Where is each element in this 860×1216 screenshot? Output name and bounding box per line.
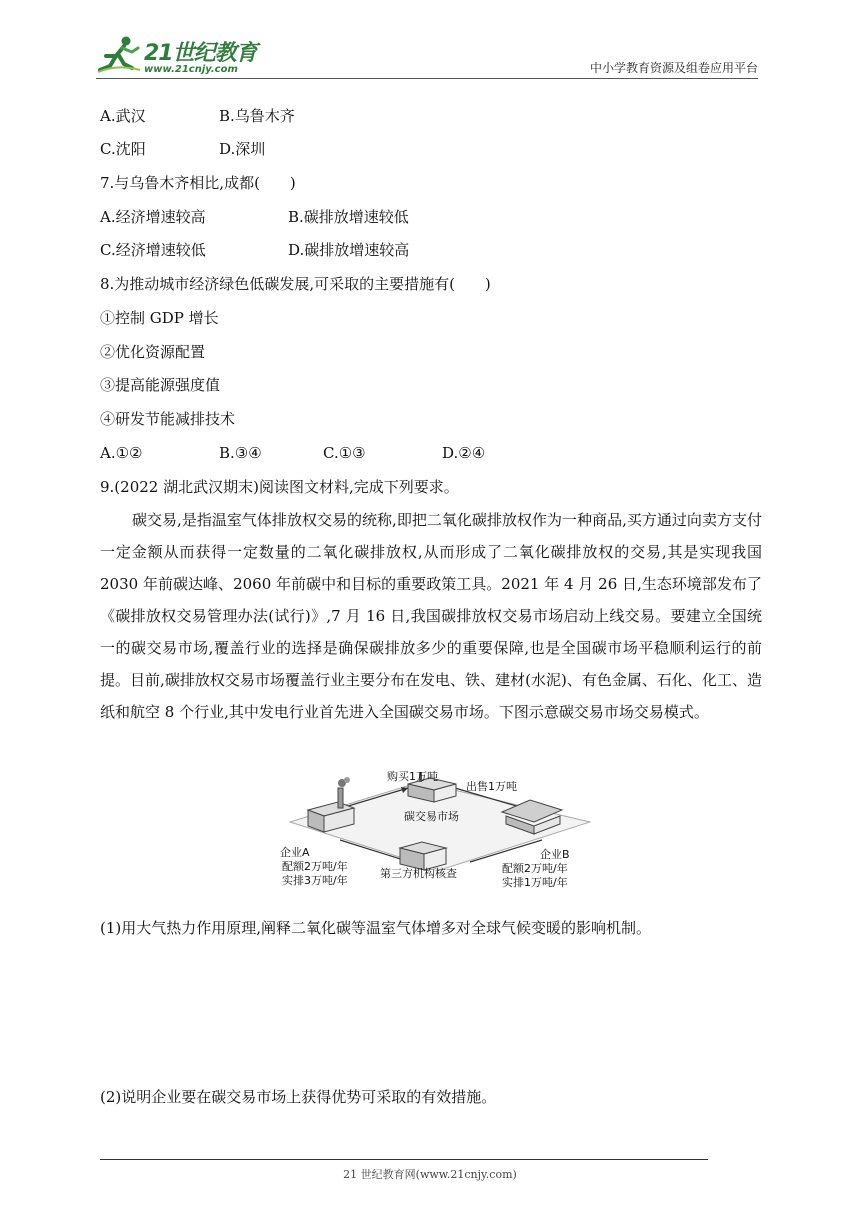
carbon-trading-diagram <box>280 770 600 889</box>
page-header <box>96 34 758 80</box>
q8-option-a: A.①② <box>100 444 143 462</box>
q9-sub2: (2)说明企业要在碳交易市场上获得优势可采取的有效措施。 <box>100 1088 497 1106</box>
q7-option-d: D.碳排放增速较高 <box>288 241 410 259</box>
footer-divider <box>100 1159 708 1160</box>
platform-title: 中小学教育资源及组卷应用平台 <box>589 61 758 75</box>
label-a-quota: 配额2万吨/年 <box>282 860 348 873</box>
q7-option-c: C.经济增速较低 <box>100 241 206 259</box>
logo-text: 21世纪教育 <box>144 41 257 66</box>
header-divider <box>96 78 758 79</box>
q9-material <box>100 504 762 728</box>
q8-item-1: ①控制 GDP 增长 <box>100 309 219 327</box>
label-buy: 购买1万吨 <box>387 770 438 783</box>
q8-item-4: ④研发节能减排技术 <box>100 410 236 428</box>
q6-option-d: D.深圳 <box>219 140 266 158</box>
q6-option-b: B.乌鲁木齐 <box>219 107 295 125</box>
label-verifier: 第三方机构核查 <box>380 867 457 880</box>
q7-option-b: B.碳排放增速较低 <box>288 208 409 226</box>
label-market: 碳交易市场 <box>404 810 459 823</box>
office-building-icon <box>400 842 446 870</box>
label-b-quota: 配额2万吨/年 <box>502 862 568 875</box>
q6-option-a: A.武汉 <box>100 107 146 125</box>
q8-item-2: ②优化资源配置 <box>100 343 206 361</box>
q9-stem: 9.(2022 湖北武汉期末)阅读图文材料,完成下列要求。 <box>100 478 459 496</box>
logo-url: www.21cnjy.com <box>144 64 238 75</box>
label-b-actual: 实排1万吨/年 <box>502 876 568 889</box>
q8-option-b: B.③④ <box>219 444 262 462</box>
q8-option-d: D.②④ <box>442 444 486 462</box>
q8-item-3: ③提高能源强度值 <box>100 376 221 394</box>
q8-stem: 8.为推动城市经济绿色低碳发展,可采取的主要措施有( ) <box>100 275 491 293</box>
label-enterprise-a: 企业A <box>280 846 310 859</box>
q9-sub1: (1)用大气热力作用原理,阐释二氧化碳等温室气体增多对全球气候变暖的影响机制。 <box>100 919 652 937</box>
site-logo <box>96 34 266 80</box>
q7-stem: 7.与乌鲁木齐相比,成都( ) <box>100 174 296 192</box>
label-a-actual: 实排3万吨/年 <box>282 874 348 887</box>
q9-paragraph: 碳交易,是指温室气体排放权交易的统称,即把二氧化碳排放权作为一种商品,买方通过向卖方支付一定金额从而获得一定数量的二氧化碳排放权,从而形成了二氧化碳排放权的交易,其是实现我国 2030 年前碳达峰、2060 年前碳中和目标的重要政策工具。2021 年 4 月 26 日,生态环境部发布了《碳排放权交易管理办法(试行)》,7 月 16 日,我国碳排放权交易市场启动上线交易。要建立全国统一的碳交易市场,覆盖行业的选择是确保碳排放多少的重要保障,也是全国碳市场平稳顺利运行的前提。目前,碳排放权交易市场覆盖行业主要分布在发电、铁、建材(水泥)、有色金属、石化、化工、造纸和航空 8 个行业,其中发电行业首先进入全国碳交易市场。下图示意碳交易市场交易模式。 <box>100 511 762 721</box>
q8-option-c: C.①③ <box>323 444 366 462</box>
q7-option-a: A.经济增速较高 <box>100 208 206 226</box>
page-footer: 21 世纪教育网(www.21cnjy.com) <box>343 1168 517 1181</box>
label-sell: 出售1万吨 <box>466 780 517 793</box>
label-enterprise-b: 企业B <box>540 848 570 861</box>
runner-icon <box>96 34 142 74</box>
q6-option-c: C.沈阳 <box>100 140 146 158</box>
